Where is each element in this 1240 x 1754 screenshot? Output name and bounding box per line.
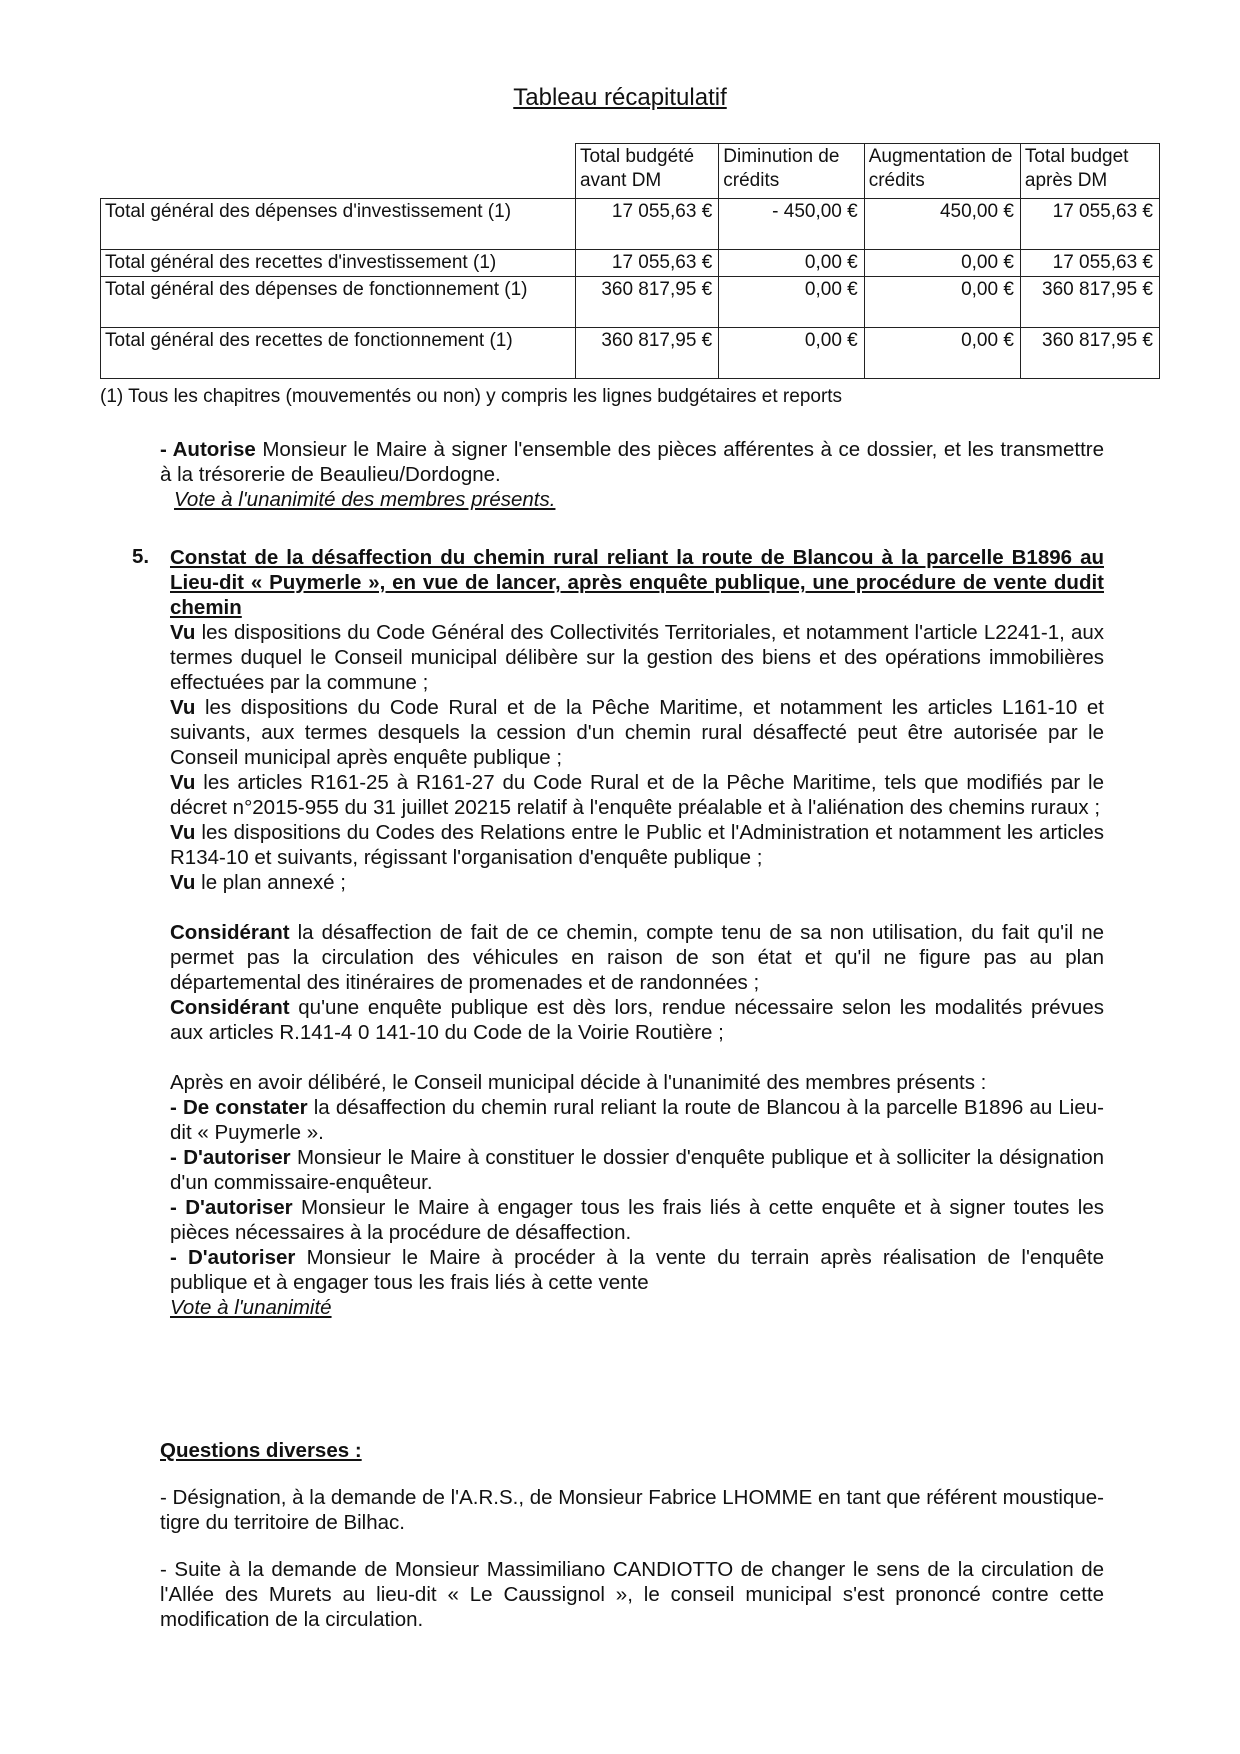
section-5 [170, 545, 1104, 1320]
considerant-bold: Considérant [170, 996, 290, 1019]
authorise-text: Monsieur le Maire à signer l'ensemble des pièces afférentes à ce dossier, et les transmettre à la trésorerie de Beaulieu/Dordogne. [160, 438, 1104, 486]
table-cell: 0,00 € [719, 328, 864, 379]
vu-text: les dispositions du Code Général des Collectivités Territoriales, et notamment l'article L2241-1, aux termes duquel le Conseil municipal délibère sur la gestion des biens et des opérations immobilières effectuées par la commune ; [170, 621, 1104, 694]
table-cell: - 450,00 € [719, 199, 864, 250]
table-cell: 17 055,63 € [1020, 199, 1159, 250]
table-cell: 360 817,95 € [575, 328, 718, 379]
considerant-bold: Considérant [170, 921, 290, 944]
table-cell: 360 817,95 € [1020, 277, 1159, 328]
section-title: Constat de la désaffection du chemin rural reliant la route de Blancou à la parcelle B1896 au Lieu-dit « Puymerle », en vue de lancer, après enquête publique, une procédure de vente dudit chemin [170, 546, 1104, 619]
table-cell: 17 055,63 € [575, 250, 718, 277]
questions-heading: Questions diverses : [160, 1439, 362, 1462]
table-cell: 360 817,95 € [1020, 328, 1159, 379]
vu-text: le plan annexé ; [195, 871, 346, 894]
vu-text: les dispositions du Codes des Relations entre le Public et l'Administration et notamment les articles R134-10 et suivants, régissant l'organisation d'enquête publique ; [170, 821, 1104, 869]
decision-text: Monsieur le Maire à constituer le dossier d'enquête publique et à solliciter la désignation d'un commissaire-enquêteur. [170, 1146, 1104, 1194]
decision-intro: Après en avoir délibéré, le Conseil municipal décide à l'unanimité des membres présents : [170, 1071, 987, 1094]
question-item: - Désignation, à la demande de l'A.R.S., de Monsieur Fabrice LHOMME en tant que référent moustique-tigre du territoire de Bilhac. [160, 1486, 1104, 1534]
table-cell: 0,00 € [719, 250, 864, 277]
vu-text: les dispositions du Code Rural et de la Pêche Maritime, et notamment les articles L161-10 et suivants, aux termes desquels la cession d'un chemin rural désaffecté peut être autorisée par le Conseil municipal après enquête publique ; [170, 696, 1104, 769]
decision-text: Monsieur le Maire à engager tous les frais liés à cette enquête et à signer toutes les pièces nécessaires à la procédure de désaffection. [170, 1196, 1104, 1244]
decision-text: Monsieur le Maire à procéder à la vente du terrain après réalisation de l'enquête publique et à engager tous les frais liés à cette vente [170, 1246, 1104, 1294]
table-row [101, 277, 1160, 328]
row-label: Total général des dépenses d'investissement (1) [101, 199, 576, 250]
header-cell: Augmentation de crédits [864, 144, 1020, 199]
decision-text: la désaffection du chemin rural reliant la route de Blancou à la parcelle B1896 au Lieu-dit « Puymerle ». [170, 1096, 1104, 1144]
decision-bold: - D'autoriser [170, 1246, 296, 1269]
table-cell: 0,00 € [719, 277, 864, 328]
section-number: 5. [132, 545, 150, 568]
header-cell: Total budgété avant DM [575, 144, 718, 199]
table-cell: 17 055,63 € [575, 199, 718, 250]
table-cell: 17 055,63 € [1020, 250, 1159, 277]
vu-bold: Vu [170, 871, 196, 894]
vu-bold: Vu [170, 696, 196, 719]
vote-text: Vote à l'unanimité [170, 1296, 332, 1319]
vote-text: Vote à l'unanimité des membres présents. [174, 488, 556, 511]
vu-bold: Vu [170, 821, 196, 844]
summary-table [100, 143, 1160, 379]
table-cell: 360 817,95 € [575, 277, 718, 328]
row-label: Total général des recettes de fonctionnement (1) [101, 328, 576, 379]
decision-bold: - D'autoriser [170, 1146, 291, 1169]
table-row [101, 250, 1160, 277]
row-label: Total général des dépenses de fonctionnement (1) [101, 277, 576, 328]
questions-section [160, 1438, 1104, 1632]
table-cell: 0,00 € [864, 328, 1020, 379]
header-empty-cell [101, 144, 576, 199]
decision-bold: - De constater [170, 1096, 308, 1119]
table-row [101, 328, 1160, 379]
considerant-text: la désaffection de fait de ce chemin, compte tenu de sa non utilisation, du fait qu'il ne permet pas la circulation des véhicules en raison de son état et qu'il ne figure pas au plan départemental des itinéraires de promenades et de randonnées ; [170, 921, 1104, 994]
considerant-text: qu'une enquête publique est dès lors, rendue nécessaire selon les modalités prévues aux articles R.141-4 0 141-10 du Code de la Voirie Routière ; [170, 996, 1104, 1044]
question-item: - Suite à la demande de Monsieur Massimiliano CANDIOTTO de changer le sens de la circulation de l'Allée des Murets au lieu-dit « Le Caussignol », le conseil municipal s'est prononcé contre cette modification de la circulation. [160, 1558, 1104, 1631]
table-cell: 0,00 € [864, 250, 1020, 277]
authorise-bold: - Autorise [160, 438, 256, 461]
table-footnote: (1) Tous les chapitres (mouvementés ou non) y compris les lignes budgétaires et reports [100, 386, 843, 407]
header-cell: Total budget après DM [1020, 144, 1159, 199]
vu-text: les articles R161-25 à R161-27 du Code Rural et de la Pêche Maritime, tels que modifiés par le décret n°2015-955 du 31 juillet 20215 relatif à l'enquête préalable et à l'aliénation des chemins ruraux ; [170, 771, 1104, 819]
table-row [101, 199, 1160, 250]
vu-bold: Vu [170, 621, 196, 644]
decision-bold: - D'autoriser [170, 1196, 293, 1219]
table-cell: 0,00 € [864, 277, 1020, 328]
table-header-row [101, 144, 1160, 199]
authorisation-paragraph [160, 437, 1104, 512]
vu-bold: Vu [170, 771, 196, 794]
table-title: Tableau récapitulatif [513, 84, 727, 111]
table-cell: 450,00 € [864, 199, 1020, 250]
row-label: Total général des recettes d'investissement (1) [101, 250, 576, 277]
header-cell: Diminution de crédits [719, 144, 864, 199]
